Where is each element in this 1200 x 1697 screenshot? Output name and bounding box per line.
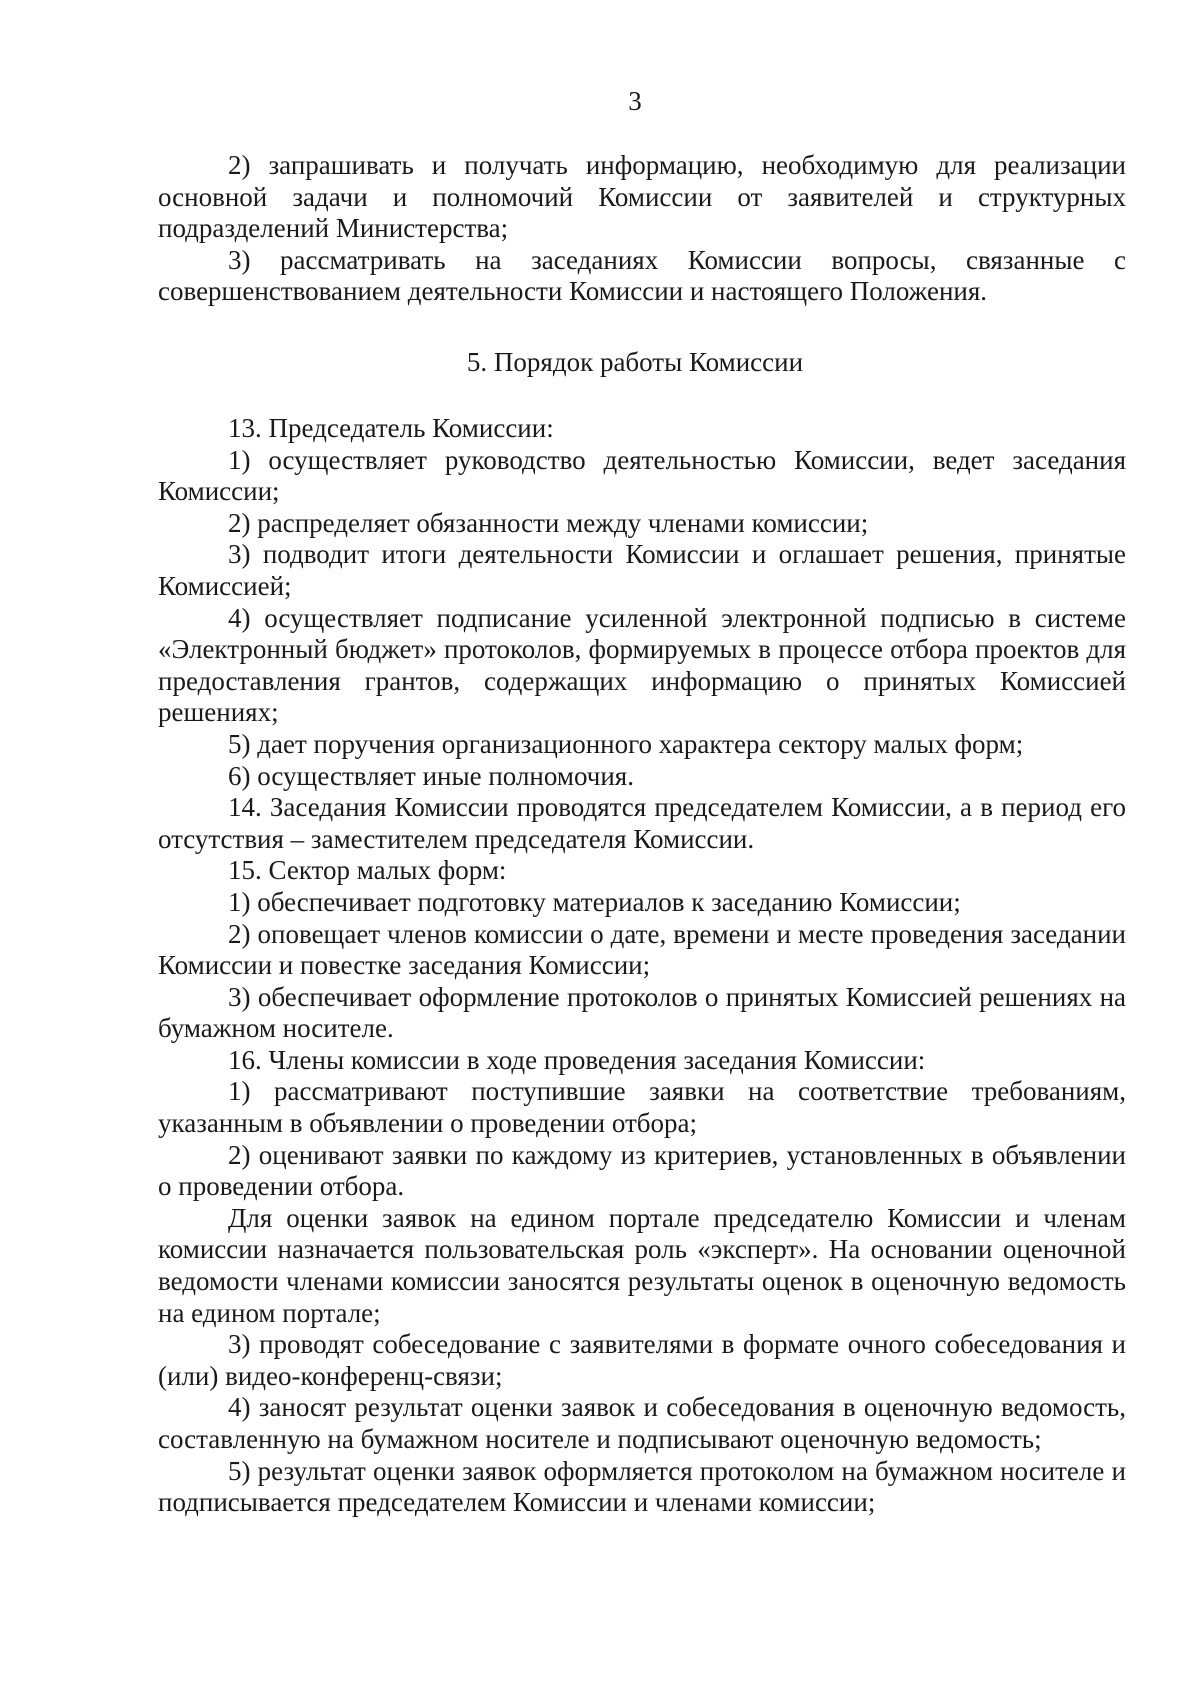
paragraph: 4) заносят результат оценки заявок и собеседования в оценочную ведомость, составленную на бумажном носителе и подписывают оценочную ведомость; (158, 1392, 1126, 1454)
paragraph: 5) результат оценки заявок оформляется протоколом на бумажном носителе и подписывается председателем Комиссии и членами комиссии; (158, 1455, 1126, 1518)
paragraph: Для оценки заявок на едином портале председателю Комиссии и членам комиссии назначается пользовательская роль «эксперт». На основании оценочной ведомости членами комиссии заносятся результаты оценок в оценочную ведомость на едином портале; (158, 1202, 1126, 1328)
paragraph: 14. Заседания Комиссии проводятся председателем Комиссии, а в период его отсутствия – заместителем председателя Комиссии. (158, 792, 1126, 854)
paragraph: 5) дает поручения организационного характера сектору малых форм; (228, 728, 1024, 759)
paragraph: 1) обеспечивает подготовку материалов к заседанию Комиссии; (228, 886, 961, 917)
paragraph: 3) рассматривать на заседаниях Комиссии вопросы, связанные с совершенствованием деятельности Комиссии и настоящего Положения. (158, 244, 1126, 307)
paragraph: 2) распределяет обязанности между членами комиссии; (228, 507, 869, 538)
paragraph: 15. Сектор малых форм: (228, 855, 507, 886)
paragraph: 1) рассматривают поступившие заявки на соответствие требованиям, указанным в объявлении о проведении отбора; (158, 1076, 1126, 1139)
paragraph: 4) осуществляет подписание усиленной электронной подписью в системе «Электронный бюджет» протоколов, формируемых в процессе отбора проектов для предоставления грантов, содержащих информацию о принятых Комиссией решениях; (158, 602, 1126, 728)
paragraph: 16. Члены комиссии в ходе проведения заседания Комиссии: (228, 1044, 926, 1075)
page-number: 3 (628, 86, 642, 116)
paragraph: 6) осуществляет иные полномочия. (228, 760, 634, 791)
paragraph: 3) обеспечивает оформление протоколов о принятых Комиссией решениях на бумажном носителе. (158, 981, 1126, 1044)
top-paragraphs (158, 150, 1126, 308)
paragraph: 2) оповещает членов комиссии о дате, времени и месте проведения заседании Комиссии и повестке заседания Комиссии; (158, 918, 1126, 981)
section-heading: 5. Порядок работы Комиссии (466, 347, 804, 377)
paragraph: 3) подводит итоги деятельности Комиссии и оглашает решения, принятые Комиссией; (158, 539, 1126, 601)
paragraph: 3) проводят собеседование с заявителями в формате очного собеседования и (или) видео-конференц-связи; (158, 1329, 1126, 1391)
paragraph: 2) оценивают заявки по каждому из критериев, установленных в объявлении о проведении отбора. (158, 1139, 1126, 1202)
paragraph: 1) осуществляет руководство деятельностью Комиссии, ведет заседания Комиссии; (158, 444, 1126, 507)
main-paragraphs (158, 413, 1126, 1519)
paragraph: 13. Председатель Комиссии: (228, 413, 554, 443)
paragraph: 2) запрашивать и получать информацию, необходимую для реализации основной задачи и полномочий Комиссии от заявителей и структурных подразделений Министерства; (158, 150, 1126, 244)
